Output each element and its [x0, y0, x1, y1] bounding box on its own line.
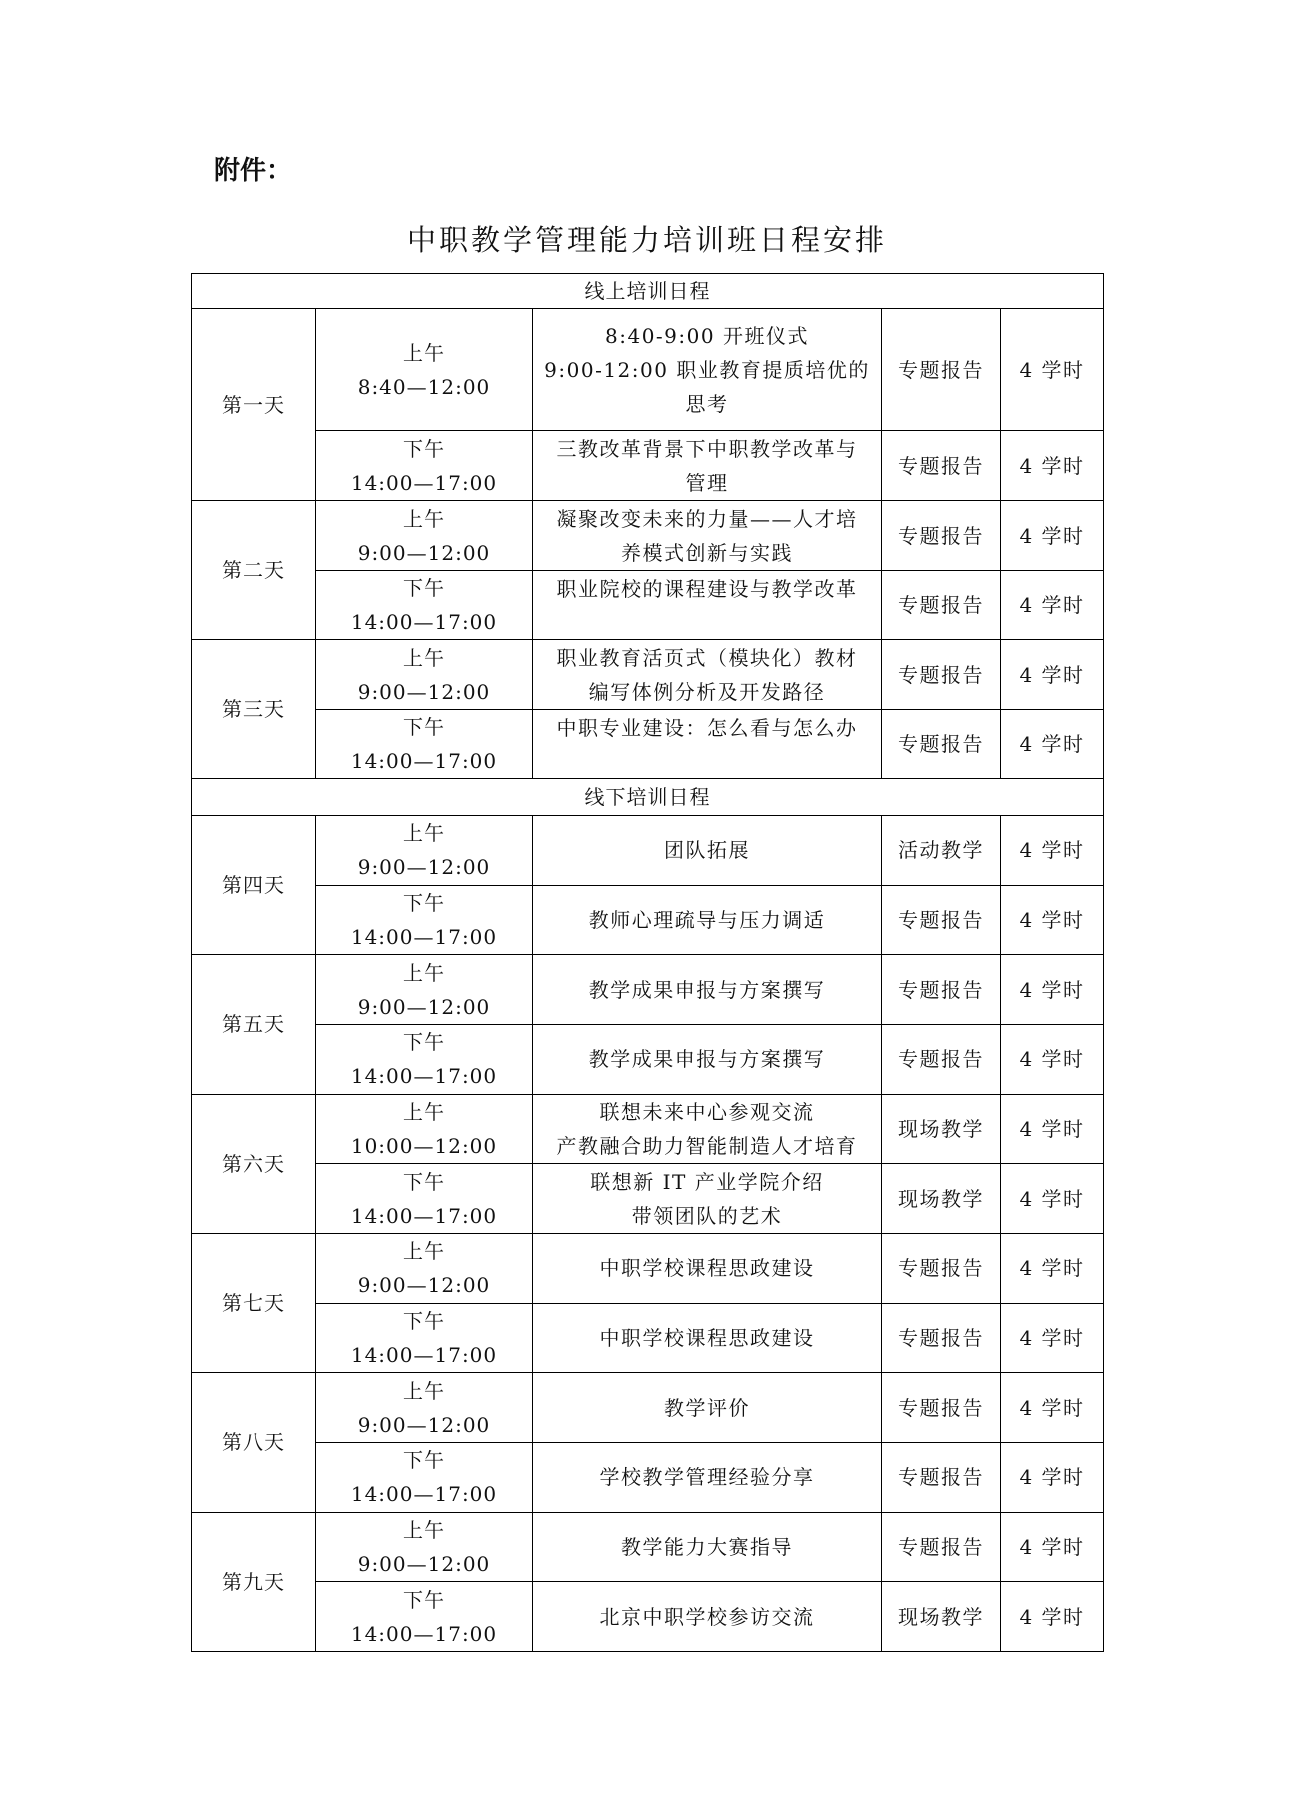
time-cell [316, 571, 533, 640]
topic-line: 教学能力大赛指导 [621, 1534, 793, 1559]
topic-cell [533, 1233, 882, 1303]
topic-line: 管理 [685, 470, 729, 495]
session-hours: 4 学时 [1001, 1512, 1104, 1582]
session-type: 专题报告 [882, 1303, 1001, 1373]
topic-cell [533, 1373, 882, 1443]
time-cell [316, 710, 533, 779]
topic-cell [533, 571, 882, 640]
time-cell [316, 955, 533, 1025]
session-type: 专题报告 [882, 1233, 1001, 1303]
period-label: 下午 [403, 1587, 445, 1612]
time-cell [316, 640, 533, 710]
period-label: 上午 [403, 1517, 445, 1542]
topic-cell [533, 955, 882, 1025]
session-hours: 4 学时 [1001, 1303, 1104, 1373]
topic-line: 学校教学管理经验分享 [599, 1465, 815, 1490]
topic-line: 8:40-9:00 开班仪式 [605, 323, 809, 348]
table-row [192, 431, 1104, 501]
session-type: 现场教学 [882, 1164, 1001, 1234]
session-type: 现场教学 [882, 1582, 1001, 1652]
table-row [192, 501, 1104, 571]
topic-line: 产教融合助力智能制造人才培育 [556, 1133, 858, 1158]
day-label: 第六天 [192, 1094, 316, 1233]
table-row [192, 1373, 1104, 1443]
time-cell [316, 1373, 533, 1443]
session-hours: 4 学时 [1001, 1164, 1104, 1234]
time-cell [316, 1094, 533, 1164]
session-type: 专题报告 [882, 571, 1001, 640]
time-range: 14:00—17:00 [350, 1203, 498, 1228]
attachment-label: 附件： [214, 156, 293, 186]
online-section-header: 线上培训日程 [192, 274, 1104, 309]
topic-cell [533, 1442, 882, 1512]
time-range: 9:00—12:00 [357, 1551, 491, 1576]
topic-line: 联想未来中心参观交流 [599, 1099, 815, 1124]
table-row [192, 1233, 1104, 1303]
session-hours: 4 学时 [1001, 1233, 1104, 1303]
time-range: 14:00—17:00 [350, 1482, 498, 1507]
table-row [192, 309, 1104, 431]
period-label: 下午 [403, 436, 445, 461]
session-hours: 4 学时 [1001, 640, 1104, 710]
session-type: 专题报告 [882, 885, 1001, 955]
topic-cell [533, 309, 882, 431]
period-label: 下午 [403, 1308, 445, 1333]
session-type: 专题报告 [882, 710, 1001, 779]
table-row [192, 640, 1104, 710]
topic-line: 联想新 IT 产业学院介绍 [590, 1169, 824, 1194]
period-label: 下午 [403, 1448, 445, 1473]
session-hours: 4 学时 [1001, 816, 1104, 886]
session-hours: 4 学时 [1001, 955, 1104, 1025]
period-label: 下午 [403, 1030, 445, 1055]
session-type: 专题报告 [882, 309, 1001, 431]
session-type: 专题报告 [882, 640, 1001, 710]
schedule-table [191, 273, 1104, 1652]
session-type: 专题报告 [882, 1024, 1001, 1094]
time-range: 14:00—17:00 [350, 470, 498, 495]
period-label: 上午 [403, 340, 445, 365]
session-type: 专题报告 [882, 1442, 1001, 1512]
time-cell [316, 816, 533, 886]
topic-cell [533, 640, 882, 710]
topic-line: 养模式创新与实践 [621, 540, 793, 565]
time-cell [316, 885, 533, 955]
period-label: 上午 [403, 1239, 445, 1264]
session-type: 现场教学 [882, 1094, 1001, 1164]
session-type: 专题报告 [882, 431, 1001, 501]
time-range: 14:00—17:00 [350, 749, 498, 773]
topic-line: 教学成果申报与方案撰写 [588, 977, 826, 1002]
session-hours: 4 学时 [1001, 1373, 1104, 1443]
time-range: 9:00—12:00 [357, 855, 491, 880]
session-hours: 4 学时 [1001, 1442, 1104, 1512]
topic-cell [533, 1024, 882, 1094]
session-hours: 4 学时 [1001, 710, 1104, 779]
topic-cell [533, 1164, 882, 1234]
period-label: 下午 [403, 890, 445, 915]
topic-cell [533, 431, 882, 501]
period-label: 下午 [403, 1169, 445, 1194]
time-range: 9:00—12:00 [357, 994, 491, 1019]
day-label: 第九天 [192, 1512, 316, 1651]
day-label: 第八天 [192, 1373, 316, 1512]
period-label: 下午 [403, 576, 445, 600]
time-range: 14:00—17:00 [350, 1621, 498, 1646]
session-hours: 4 学时 [1001, 1582, 1104, 1652]
topic-line: 团队拓展 [664, 838, 750, 863]
topic-cell [533, 501, 882, 571]
time-cell [316, 431, 533, 501]
table-row [192, 816, 1104, 886]
topic-line: 带领团队的艺术 [631, 1203, 783, 1228]
session-hours: 4 学时 [1001, 1094, 1104, 1164]
table-row [192, 1024, 1104, 1094]
topic-cell [533, 1582, 882, 1652]
time-cell [316, 1164, 533, 1234]
time-cell [316, 1303, 533, 1373]
time-cell [316, 1442, 533, 1512]
session-type: 专题报告 [882, 501, 1001, 571]
table-row [192, 571, 1104, 640]
session-hours: 4 学时 [1001, 309, 1104, 431]
period-label: 上午 [403, 960, 445, 985]
day-label: 第一天 [192, 309, 316, 501]
period-label: 上午 [403, 645, 445, 670]
session-type: 活动教学 [882, 816, 1001, 886]
topic-cell [533, 1512, 882, 1582]
time-range: 14:00—17:00 [350, 924, 498, 949]
day-label: 第三天 [192, 640, 316, 779]
time-cell [316, 1512, 533, 1582]
time-range: 14:00—17:00 [350, 1342, 498, 1367]
time-range: 14:00—17:00 [350, 1064, 498, 1089]
day-label: 第五天 [192, 955, 316, 1094]
topic-cell [533, 1094, 882, 1164]
time-range: 9:00—12:00 [357, 1412, 491, 1437]
time-range: 14:00—17:00 [350, 610, 498, 634]
session-hours: 4 学时 [1001, 571, 1104, 640]
time-cell [316, 1024, 533, 1094]
session-type: 专题报告 [882, 1373, 1001, 1443]
table-row [192, 1094, 1104, 1164]
table-row [192, 1164, 1104, 1234]
table-row [192, 1512, 1104, 1582]
period-label: 上午 [403, 1378, 445, 1403]
session-type: 专题报告 [882, 955, 1001, 1025]
topic-cell [533, 1303, 882, 1373]
time-cell [316, 1233, 533, 1303]
topic-cell [533, 885, 882, 955]
period-label: 上午 [403, 821, 445, 846]
time-cell [316, 1582, 533, 1652]
time-range: 8:40—12:00 [357, 374, 491, 399]
time-cell [316, 309, 533, 431]
day-label: 第七天 [192, 1233, 316, 1372]
time-range: 9:00—12:00 [357, 679, 491, 704]
offline-section-header: 线下培训日程 [192, 779, 1104, 816]
topic-cell [533, 816, 882, 886]
topic-line: 9:00-12:00 职业教育提质培优的 [544, 357, 870, 382]
topic-line: 三教改革背景下中职教学改革与 [556, 436, 858, 461]
session-type: 专题报告 [882, 1512, 1001, 1582]
topic-line: 教学评价 [664, 1395, 750, 1420]
topic-line: 职业教育活页式（模块化）教材 [556, 645, 858, 670]
period-label: 下午 [403, 715, 445, 739]
session-hours: 4 学时 [1001, 885, 1104, 955]
topic-line: 教学成果申报与方案撰写 [588, 1047, 826, 1072]
time-range: 10:00—12:00 [350, 1133, 498, 1158]
time-cell [316, 501, 533, 571]
time-range: 9:00—12:00 [357, 1273, 491, 1298]
topic-line: 思考 [685, 391, 729, 416]
topic-line: 北京中职学校参访交流 [599, 1604, 815, 1629]
session-hours: 4 学时 [1001, 431, 1104, 501]
topic-line: 职业院校的课程建设与教学改革 [556, 577, 858, 601]
period-label: 上午 [403, 506, 445, 531]
period-label: 上午 [403, 1099, 445, 1124]
day-label: 第四天 [192, 816, 316, 955]
time-range: 9:00—12:00 [357, 540, 491, 565]
topic-line: 中职学校课程思政建设 [599, 1325, 815, 1350]
session-hours: 4 学时 [1001, 1024, 1104, 1094]
topic-line: 凝聚改变未来的力量——人才培 [556, 506, 858, 531]
table-row [192, 885, 1104, 955]
topic-line: 教师心理疏导与压力调适 [588, 907, 826, 932]
table-row [192, 1442, 1104, 1512]
table-row [192, 710, 1104, 779]
topic-line: 编写体例分析及开发路径 [588, 679, 826, 704]
day-label: 第二天 [192, 501, 316, 640]
table-row [192, 1303, 1104, 1373]
table-row [192, 1582, 1104, 1652]
session-hours: 4 学时 [1001, 501, 1104, 571]
page-title: 中职教学管理能力培训班日程安排 [406, 223, 887, 257]
topic-cell [533, 710, 882, 779]
topic-line: 中职专业建设：怎么看与怎么办 [556, 716, 858, 740]
table-row [192, 955, 1104, 1025]
topic-line: 中职学校课程思政建设 [599, 1256, 815, 1281]
